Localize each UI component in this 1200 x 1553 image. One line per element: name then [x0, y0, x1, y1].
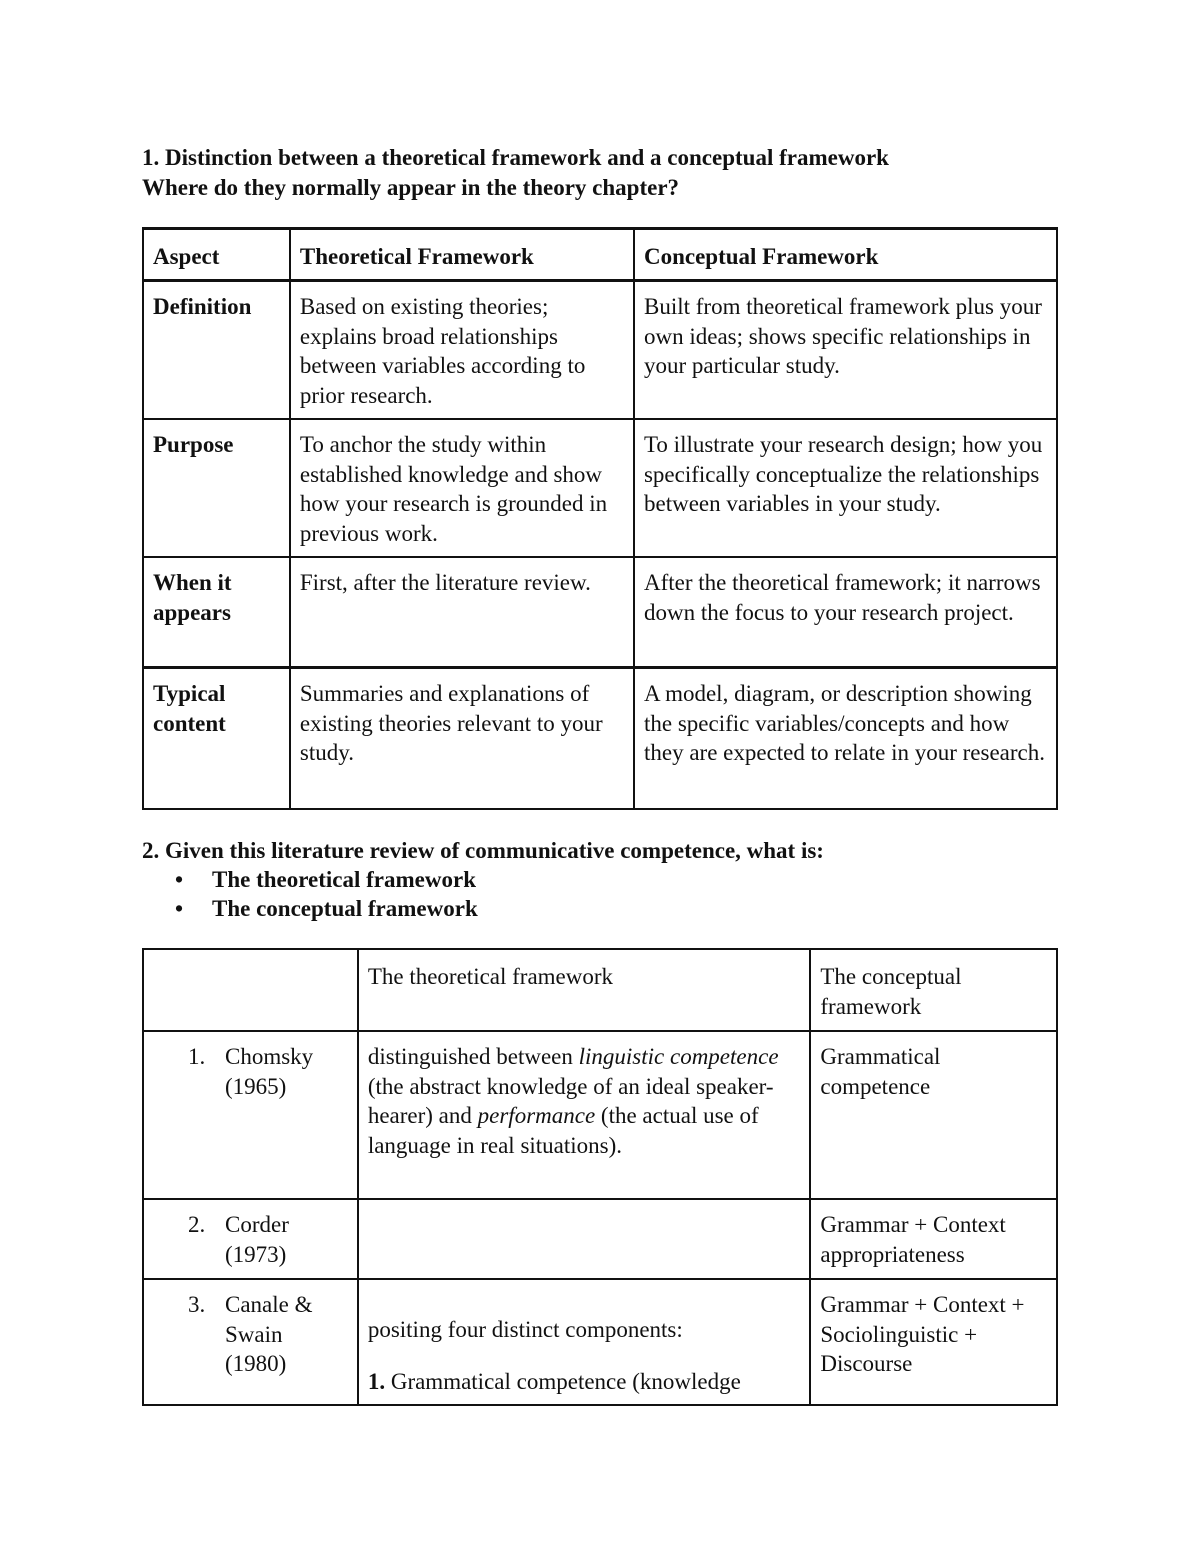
- theory-intro: positing four distinct components:: [367, 1317, 683, 1342]
- author-cell: [143, 1279, 358, 1405]
- row-conceptual-cell: To illustrate your research design; how you specifically conceptualize the relationships between variables in your study.: [634, 419, 1057, 557]
- author-name: Corder (1973): [225, 1212, 289, 1267]
- section-2-heading: [142, 836, 824, 923]
- theoretical-cell: [358, 1031, 811, 1199]
- author-cell: [143, 1031, 358, 1199]
- row-conceptual-cell: A model, diagram, or description showing the specific variables/concepts and how they are expected to relate in your research.: [634, 668, 1057, 810]
- section-1-subtitle: Where do they normally appear in the theory chapter?: [142, 175, 680, 200]
- list-item-text: The theoretical framework: [212, 867, 476, 892]
- theoretical-cell: [358, 1279, 811, 1405]
- header-empty: [143, 949, 358, 1031]
- table-row: [143, 1199, 1057, 1279]
- author-name: Chomsky (1965): [225, 1044, 314, 1099]
- conceptual-cell: Grammatical competence: [810, 1031, 1057, 1199]
- author-cell: [143, 1199, 358, 1279]
- bullet-icon: •: [175, 867, 184, 892]
- conceptual-cell: Grammar + Context + Sociolinguistic + Discourse: [810, 1279, 1057, 1405]
- table-row: [143, 281, 1057, 420]
- header-conceptual: The conceptual framework: [810, 949, 1057, 1031]
- list-item: [142, 894, 824, 923]
- row-theoretical-cell: Based on existing theories; explains broad relationships between variables according to prior research.: [290, 281, 634, 420]
- bullet-list: [142, 865, 824, 923]
- bullet-icon: •: [175, 896, 184, 921]
- theoretical-cell-empty: [358, 1199, 811, 1279]
- row-conceptual-cell: Built from theoretical framework plus your own ideas; shows specific relationships in your particular study.: [634, 281, 1057, 420]
- theory-item-text: Grammatical competence (knowledge: [385, 1368, 741, 1394]
- section-2-title: 2. Given this literature review of communicative competence, what is:: [142, 838, 824, 863]
- row-conceptual-cell: After the theoretical framework; it narrows down the focus to your research project.: [634, 557, 1057, 668]
- row-number: 2.: [188, 1212, 206, 1237]
- row-aspect-label: When it appears: [143, 557, 290, 668]
- communicative-competence-table: [142, 948, 1058, 1406]
- list-item: [142, 865, 824, 894]
- theory-term-italic: performance: [477, 1103, 596, 1128]
- table-row: [143, 668, 1057, 810]
- table-row: [143, 557, 1057, 668]
- header-aspect: Aspect: [143, 229, 290, 281]
- table-row: [143, 1031, 1057, 1199]
- header-theoretical: Theoretical Framework: [290, 229, 634, 281]
- section-1-heading: [142, 143, 889, 203]
- row-aspect-label: Purpose: [143, 419, 290, 557]
- header-theoretical: The theoretical framework: [358, 949, 811, 1031]
- theory-text: (the abstract knowledge of an ideal speaker-hearer) and: [367, 1073, 774, 1128]
- theory-text: (the actual use of language in real situations).: [367, 1103, 759, 1158]
- framework-comparison-table: [142, 227, 1058, 810]
- theory-text: distinguished between: [367, 1044, 579, 1069]
- table-header-row: [143, 949, 1057, 1031]
- section-1-title: 1. Distinction between a theoretical framework and a conceptual framework: [142, 145, 889, 170]
- table-row: [143, 1279, 1057, 1405]
- table-row: [143, 419, 1057, 557]
- author-name: Canale & Swain (1980): [225, 1292, 313, 1376]
- list-item-text: The conceptual framework: [212, 896, 478, 921]
- theory-list-item: [368, 1367, 801, 1397]
- row-theoretical-cell: To anchor the study within established knowledge and show how your research is grounded in previous work.: [290, 419, 634, 557]
- row-theoretical-cell: First, after the literature review.: [290, 557, 634, 668]
- row-number: 3.: [188, 1292, 206, 1317]
- theory-term-italic: linguistic competence: [578, 1044, 779, 1069]
- row-number: 1.: [188, 1044, 206, 1069]
- table-header-row: [143, 229, 1057, 281]
- row-aspect-label: Typical content: [143, 668, 290, 810]
- header-conceptual: Conceptual Framework: [634, 229, 1057, 281]
- conceptual-cell: Grammar + Context appropriateness: [810, 1199, 1057, 1279]
- row-theoretical-cell: Summaries and explanations of existing theories relevant to your study.: [290, 668, 634, 810]
- theory-item-number: 1.: [367, 1368, 386, 1394]
- row-aspect-label: Definition: [143, 281, 290, 420]
